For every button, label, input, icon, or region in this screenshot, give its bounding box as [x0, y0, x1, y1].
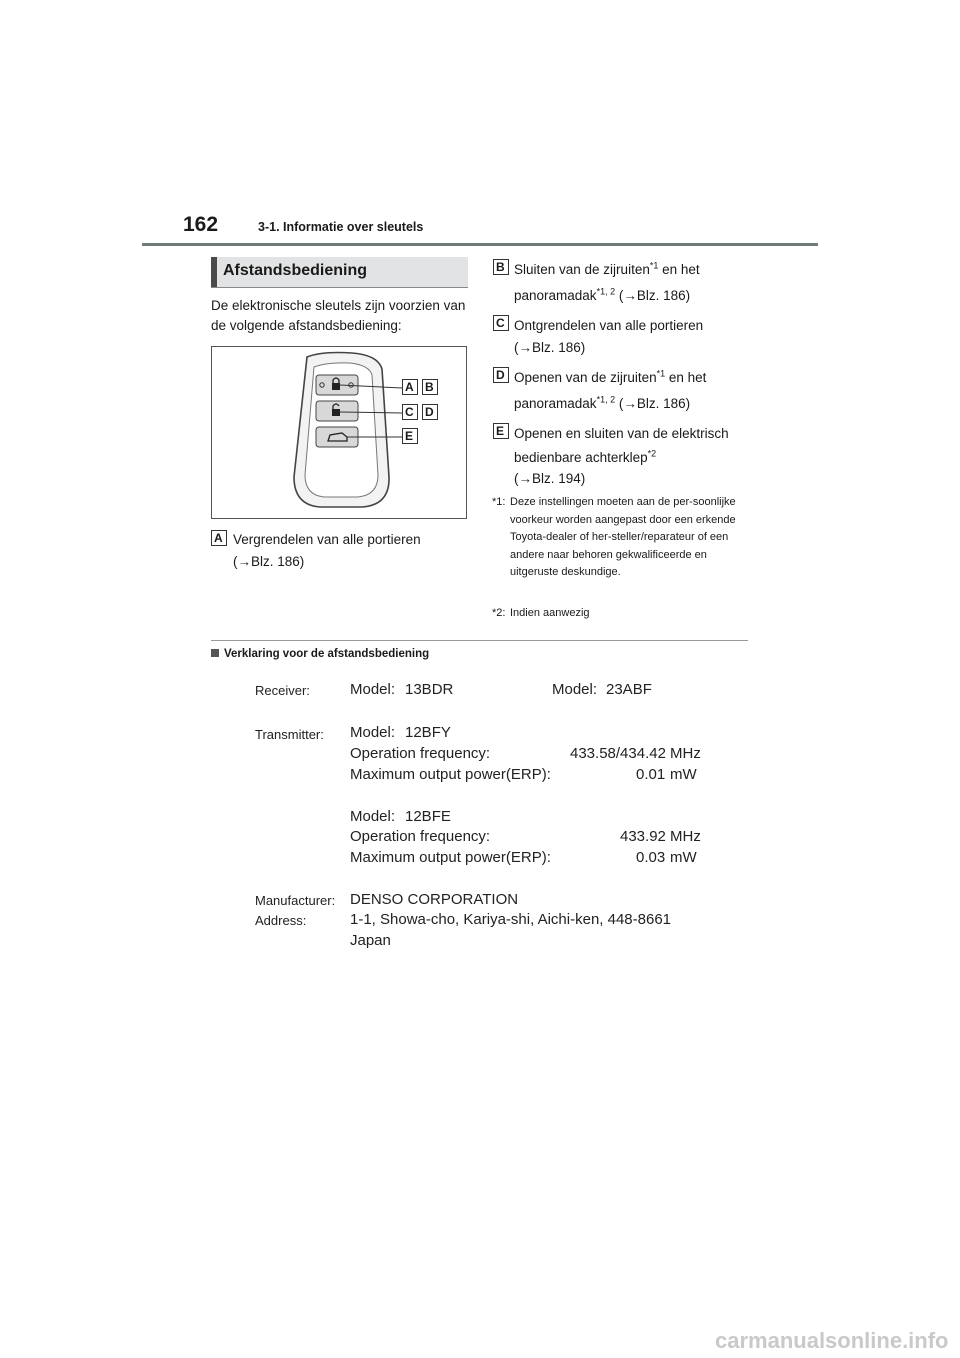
footnote-2-mark: *2:: [492, 607, 506, 619]
item-d-line1: Openen van de zijruiten$^{*1}$ en het: [514, 368, 707, 385]
t1-freq-label: Operation frequency:: [350, 745, 491, 762]
item-letter-e: E: [493, 423, 509, 439]
illustration-label-a: A: [402, 379, 418, 395]
heading-accent-bar: [211, 257, 217, 287]
receiver-label: Receiver:: [255, 683, 310, 698]
t1-freq: 433.58/434.42: [570, 745, 666, 762]
intro-paragraph: De elektronische sleutels zijn voorzien van de volgende afstandsbediening:: [211, 298, 466, 333]
footnote-1: [492, 494, 747, 602]
item-b-line2: panoramadak$^{*1, 2}$ (→Blz. 186): [514, 286, 691, 303]
item-letter-a: A: [211, 530, 227, 546]
declaration-heading: Verklaring voor de afstandsbediening: [211, 648, 429, 660]
section-heading: Afstandsbediening: [223, 262, 368, 279]
address-line-1: 1-1, Showa-cho, Kariya-shi, Aichi-ken, 448-8661: [350, 911, 672, 928]
item-b-line1: Sluiten van de zijruiten$^{*1}$ en het: [514, 260, 700, 277]
t2-model-label: Model:: [350, 808, 396, 825]
footnote-1-text: Deze instellingen moeten aan de per-soonlijke voorkeur worden aangepast door een erkende Toyota-dealer of her-steller/reparateur of een andere naar behoren gekwalificeerde en uitgeruste deskundige.: [510, 496, 736, 578]
key-fob-drawing: [212, 347, 466, 518]
bullet-square-icon: [211, 649, 219, 657]
item-e-line1: Openen en sluiten van de elektrisch: [514, 426, 729, 441]
item-c-ref: (→Blz. 186): [514, 340, 586, 355]
item-d-line2: panoramadak$^{*1, 2}$ (→Blz. 186): [514, 394, 691, 411]
item-a-text: Vergrendelen van alle portieren: [233, 532, 421, 547]
receiver-model-label-2: Model:: [552, 681, 598, 698]
item-letter-c: C: [493, 315, 509, 331]
t2-power-label: Maximum output power(ERP):: [350, 849, 551, 866]
t2-freq: 433.92: [620, 828, 666, 845]
t2-model: 12BFE: [405, 808, 451, 825]
transmitter-label: Transmitter:: [255, 727, 324, 742]
receiver-model-label-1: Model:: [350, 681, 396, 698]
t1-model: 12BFY: [405, 724, 451, 741]
illustration-label-c: C: [402, 404, 418, 420]
illustration-label-e: E: [402, 428, 418, 444]
footnote-2-text: Indien aanwezig: [510, 607, 590, 619]
t1-power-label: Maximum output power(ERP):: [350, 766, 551, 783]
t1-model-label: Model:: [350, 724, 396, 741]
item-letter-d: D: [493, 367, 509, 383]
item-e-line2: bedienbare achterklep$^{*2}$: [514, 448, 657, 465]
t1-power: 0.01: [636, 766, 666, 783]
receiver-model-1: 13BDR: [405, 681, 454, 698]
t1-freq-unit: MHz: [670, 745, 701, 762]
page-number: 162: [183, 213, 219, 236]
key-fob-illustration: [211, 346, 467, 519]
footnote-1-mark: *1:: [492, 496, 506, 508]
address-label: Address:: [255, 913, 307, 928]
illustration-label-d: D: [422, 404, 438, 420]
illustration-label-b: B: [422, 379, 438, 395]
t1-power-unit: mW: [670, 766, 697, 783]
footnote-2: [492, 605, 747, 625]
section-title: 3-1. Informatie over sleutels: [258, 220, 424, 234]
receiver-model-2: 23ABF: [606, 681, 652, 698]
header-divider: [142, 243, 818, 246]
item-letter-b: B: [493, 259, 509, 275]
section-heading-box: [211, 257, 468, 287]
address-line-2: Japan: [350, 932, 391, 949]
item-e-ref: (→Blz. 194): [514, 471, 586, 486]
manufacturer-label: Manufacturer:: [255, 893, 336, 908]
t2-power: 0.03: [636, 849, 666, 866]
watermark: carmanualsonline.info: [715, 1328, 949, 1353]
heading-underline: [211, 287, 468, 288]
t2-freq-label: Operation frequency:: [350, 828, 491, 845]
item-a-ref: (→Blz. 186): [233, 554, 305, 569]
t2-power-unit: mW: [670, 849, 697, 866]
manufacturer-name: DENSO CORPORATION: [350, 891, 519, 908]
t2-freq-unit: MHz: [670, 828, 701, 845]
item-c-line1: Ontgrendelen van alle portieren: [514, 318, 704, 333]
declaration-divider: [211, 640, 748, 641]
